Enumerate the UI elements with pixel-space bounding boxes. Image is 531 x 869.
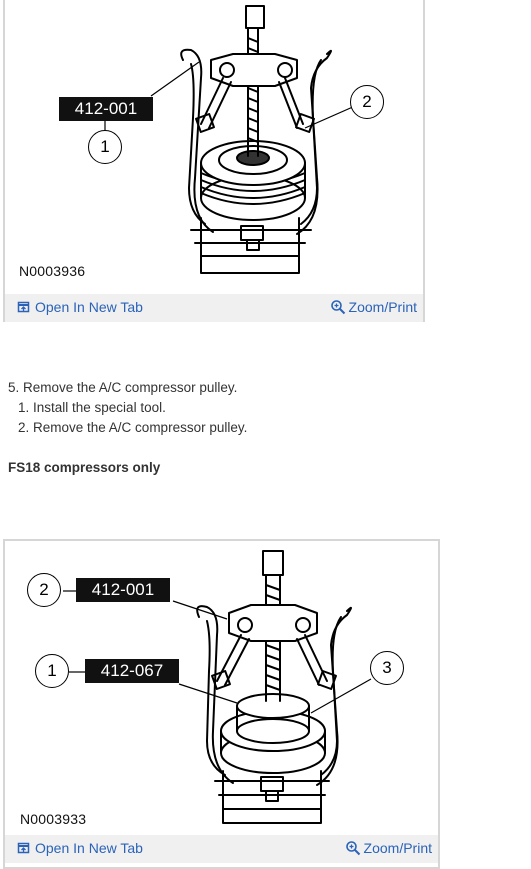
open-new-tab-link[interactable]	[16, 840, 143, 856]
step-5-sub-2: 2. Remove the A/C compressor pulley.	[18, 420, 248, 435]
callout-number-2: 2	[350, 85, 384, 119]
callout-label-412-001: 412-001	[76, 578, 170, 602]
callout-number-2: 2	[27, 573, 61, 607]
zoom-icon	[330, 299, 346, 315]
figure-code: N0003936	[19, 263, 86, 279]
step-5-sub-1: 1. Install the special tool.	[18, 400, 166, 415]
open-new-tab-icon	[16, 840, 32, 856]
figure-code: N0003933	[20, 811, 87, 827]
figure-toolbar	[5, 294, 423, 322]
zoom-print-link[interactable]	[330, 299, 417, 315]
open-new-tab-label: Open In New Tab	[35, 299, 143, 315]
callout-label-412-067: 412-067	[85, 659, 179, 683]
figure-2	[3, 539, 440, 869]
step-5: 5. Remove the A/C compressor pulley.	[8, 380, 238, 395]
puller-illustration-2	[5, 541, 440, 835]
open-new-tab-link[interactable]	[16, 299, 143, 315]
zoom-print-label: Zoom/Print	[348, 299, 417, 315]
zoom-print-link[interactable]	[345, 840, 432, 856]
zoom-icon	[345, 840, 361, 856]
open-new-tab-icon	[16, 299, 32, 315]
puller-illustration-1	[5, 0, 425, 292]
figure-toolbar	[5, 835, 438, 863]
zoom-print-label: Zoom/Print	[363, 840, 432, 856]
callout-label-412-001: 412-001	[59, 97, 153, 121]
open-new-tab-label: Open In New Tab	[35, 840, 143, 856]
callout-number-3: 3	[370, 651, 404, 685]
compressor-note: FS18 compressors only	[8, 460, 161, 475]
figure-1	[3, 0, 425, 322]
callout-number-1: 1	[35, 654, 69, 688]
callout-number-1: 1	[88, 130, 122, 164]
